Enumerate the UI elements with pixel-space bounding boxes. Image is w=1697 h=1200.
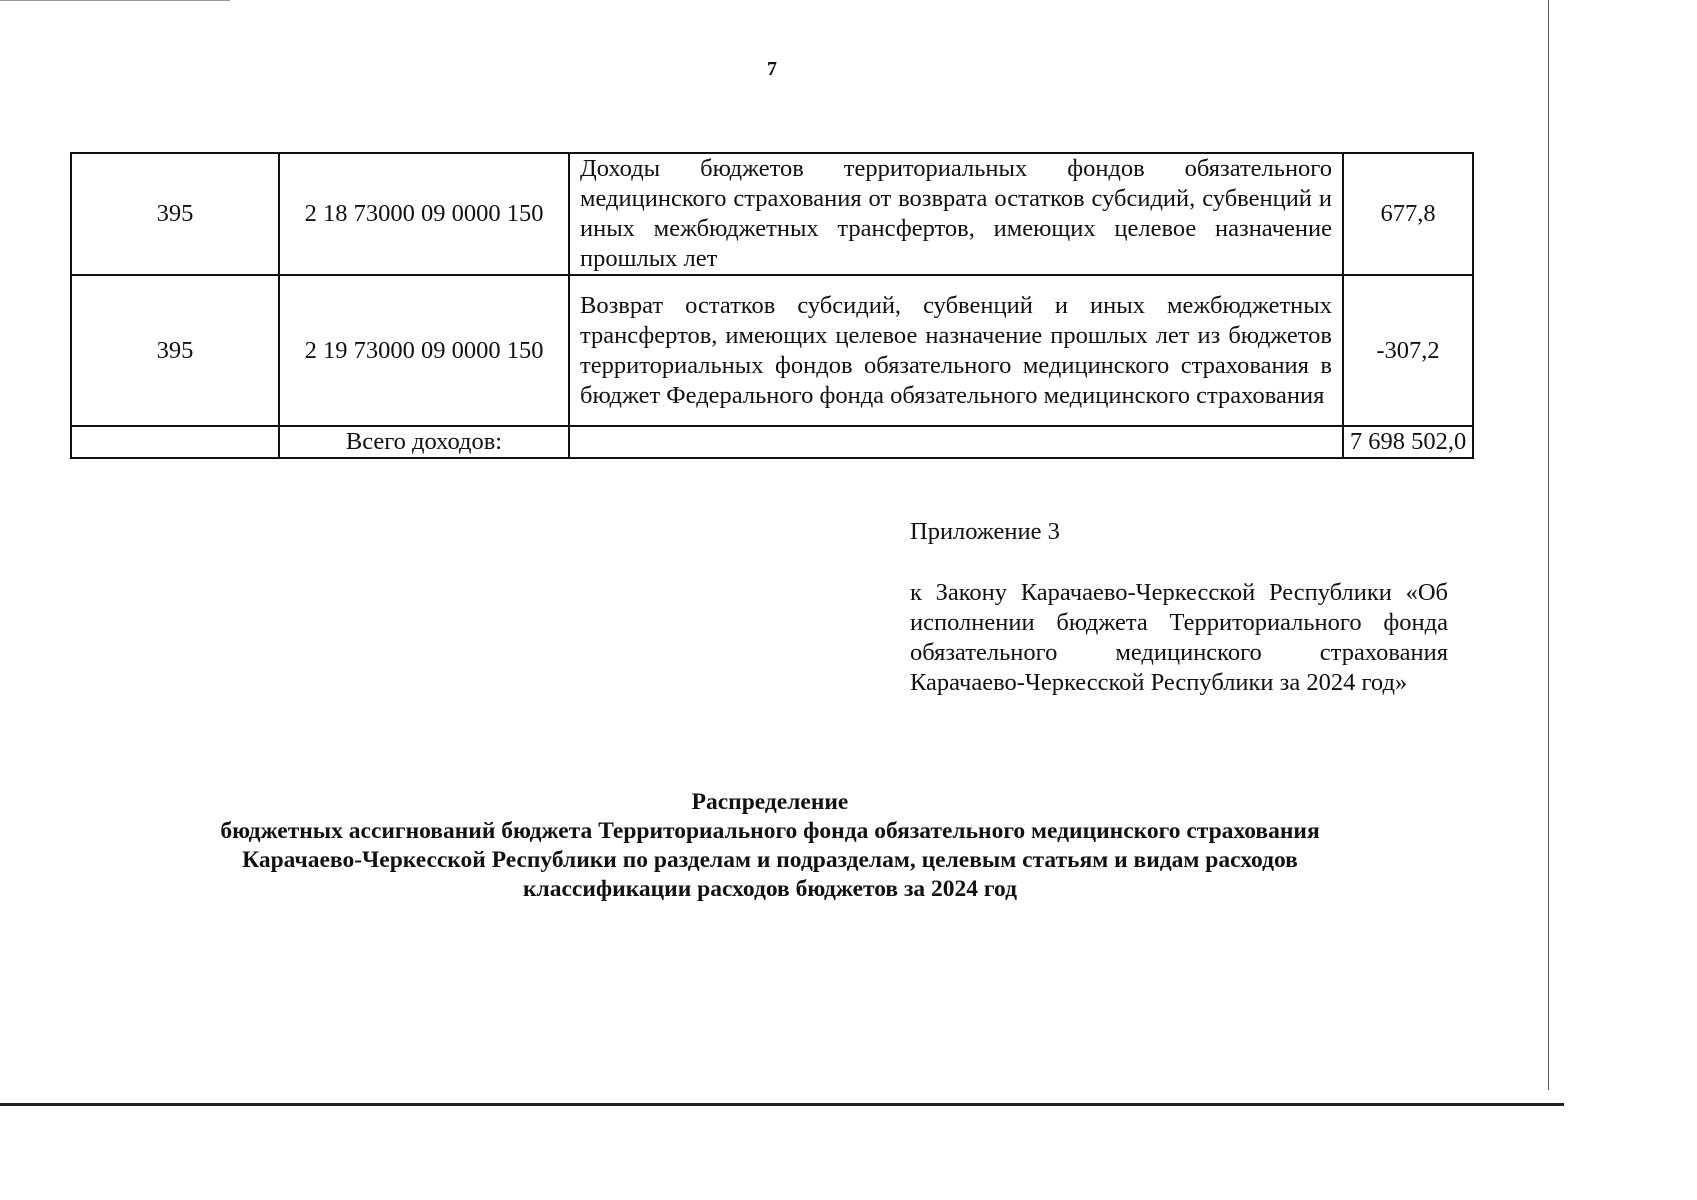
section-title-line: Карачаево-Черкесской Республики по разделам и подразделам, целевым статьям и видам расходов: [242, 847, 1298, 873]
amount-cell: 677,8: [1343, 153, 1473, 275]
scan-edge-bottom: [0, 1103, 1564, 1106]
amount-cell: -307,2: [1343, 275, 1473, 426]
appendix-label: Приложение 3: [910, 518, 1060, 545]
total-row: [71, 426, 1473, 458]
section-title-line: бюджетных ассигнований бюджета Территориального фонда обязательного медицинского страхования: [220, 818, 1320, 844]
appendix-reference: к Закону Карачаево-Черкесской Республики «Об исполнении бюджета Территориального фонда обязательного медицинского страхования Карачаево-Черкесской Республики за 2024 год»: [910, 579, 1448, 696]
total-label: Всего доходов:: [279, 426, 569, 458]
section-title: [100, 788, 1440, 904]
budget-code-cell: 2 18 73000 09 0000 150: [279, 153, 569, 275]
admin-code-cell: 395: [71, 153, 279, 275]
section-title-line: Распределение: [691, 789, 849, 815]
page-number: 7: [767, 58, 777, 80]
admin-code-cell: 395: [71, 275, 279, 426]
empty-cell: [569, 426, 1343, 458]
description-cell: Доходы бюджетов территориальных фондов обязательного медицинского страхования от возврата остатков субсидий, субвенций и иных межбюджетных трансфертов, имеющих целевое назначение прошлых лет: [569, 153, 1343, 275]
section-title-line: классификации расходов бюджетов за 2024 год: [523, 876, 1017, 902]
empty-cell: [71, 426, 279, 458]
total-amount: 7 698 502,0: [1343, 426, 1473, 458]
table-row: [71, 275, 1473, 426]
income-table: [70, 152, 1474, 459]
scan-edge-top: [0, 0, 230, 1]
scan-edge-right: [1548, 0, 1549, 1090]
table-row: [71, 153, 1473, 275]
description-cell: Возврат остатков субсидий, субвенций и иных межбюджетных трансфертов, имеющих целевое назначение прошлых лет из бюджетов территориальных фондов обязательного медицинского страхования в бюджет Федерального фонда обязательного медицинского страхования: [569, 275, 1343, 426]
budget-code-cell: 2 19 73000 09 0000 150: [279, 275, 569, 426]
